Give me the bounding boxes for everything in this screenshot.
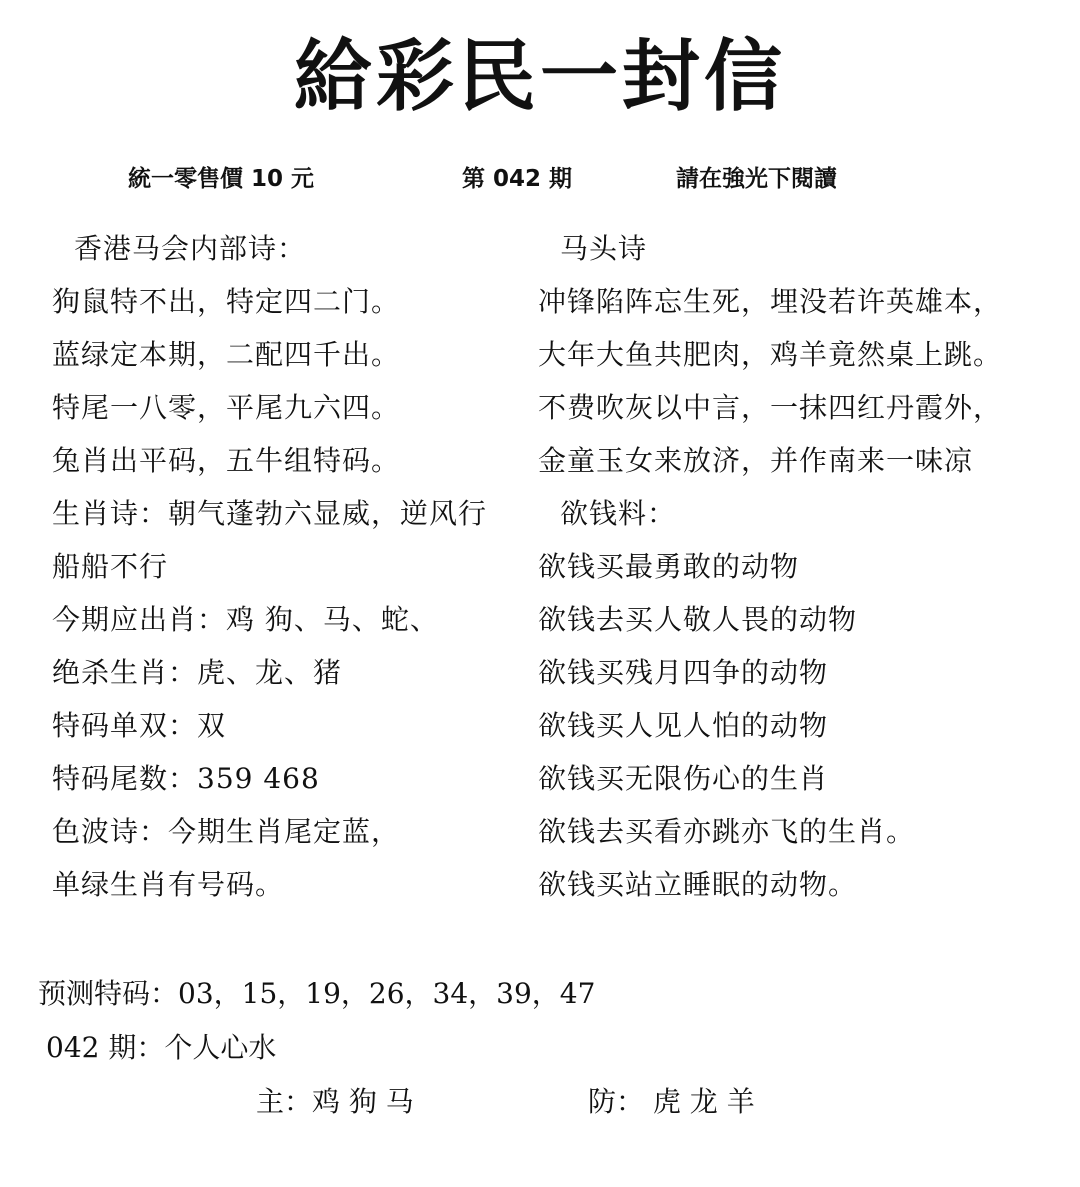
left-line: 蓝绿定本期，二配四千出。 — [52, 338, 401, 371]
left-line: 特尾一八零，平尾九六四。 — [52, 391, 401, 424]
right-line: 不费吹灰以中言，一抹四红丹霞外， — [538, 391, 1003, 424]
right-line: 欲钱买人见人怕的动物 — [538, 709, 829, 742]
right-line: 欲钱买残月四争的动物 — [538, 656, 829, 689]
right-column — [538, 222, 1058, 911]
left-line: 绝杀生肖：虎、龙、猪 — [52, 656, 343, 689]
right-line: 金童玉女来放济，并作南来一味凉 — [538, 444, 974, 477]
right-line: 欲钱去买看亦跳亦飞的生肖。 — [538, 815, 916, 848]
letter-title: 給彩民一封信 — [293, 32, 786, 122]
left-line: 特码单双：双 — [52, 709, 227, 742]
left-line: 狗鼠特不出，特定四二门。 — [52, 285, 401, 318]
left-line: 香港马会内部诗： — [74, 232, 307, 265]
right-line: 欲钱买最勇敢的动物 — [538, 550, 800, 583]
left-line: 色波诗：今期生肖尾定蓝， — [52, 815, 401, 848]
left-line: 单绿生肖有号码。 — [52, 868, 285, 901]
left-line: 特码尾数：359 468 — [52, 762, 320, 795]
guard-pick: 防： 虎 龙 羊 — [588, 1085, 755, 1118]
right-line: 欲钱买无限伤心的生肖 — [538, 762, 829, 795]
issue-label: 第 042 期 — [462, 166, 573, 192]
right-line: 欲钱去买人敬人畏的动物 — [538, 603, 858, 636]
right-line: 马头诗 — [560, 232, 648, 265]
right-line: 欲钱买站立睡眠的动物。 — [538, 868, 858, 901]
prediction-line: 预测特码：03，15，19，26，34，39，47 — [38, 977, 596, 1010]
right-line: 冲锋陷阵忘生死，埋没若许英雄本， — [538, 285, 1003, 318]
left-line: 今期应出肖：鸡 狗、马、蛇、 — [52, 603, 439, 636]
price-label: 統一零售價 10 元 — [128, 166, 315, 192]
left-line: 生肖诗：朝气蓬勃六显威，逆风行 — [52, 497, 488, 530]
right-line: 欲钱料： — [560, 497, 677, 530]
main-pick: 主：鸡 狗 马 — [256, 1085, 414, 1118]
right-line: 大年大鱼共肥肉，鸡羊竟然桌上跳。 — [538, 338, 1003, 371]
left-line: 船船不行 — [52, 550, 169, 583]
left-column — [52, 222, 532, 911]
reading-note: 請在強光下閱讀 — [676, 166, 837, 192]
left-line: 兔肖出平码，五牛组特码。 — [52, 444, 401, 477]
personal-pick-line: 042 期：个人心水 — [46, 1031, 277, 1064]
